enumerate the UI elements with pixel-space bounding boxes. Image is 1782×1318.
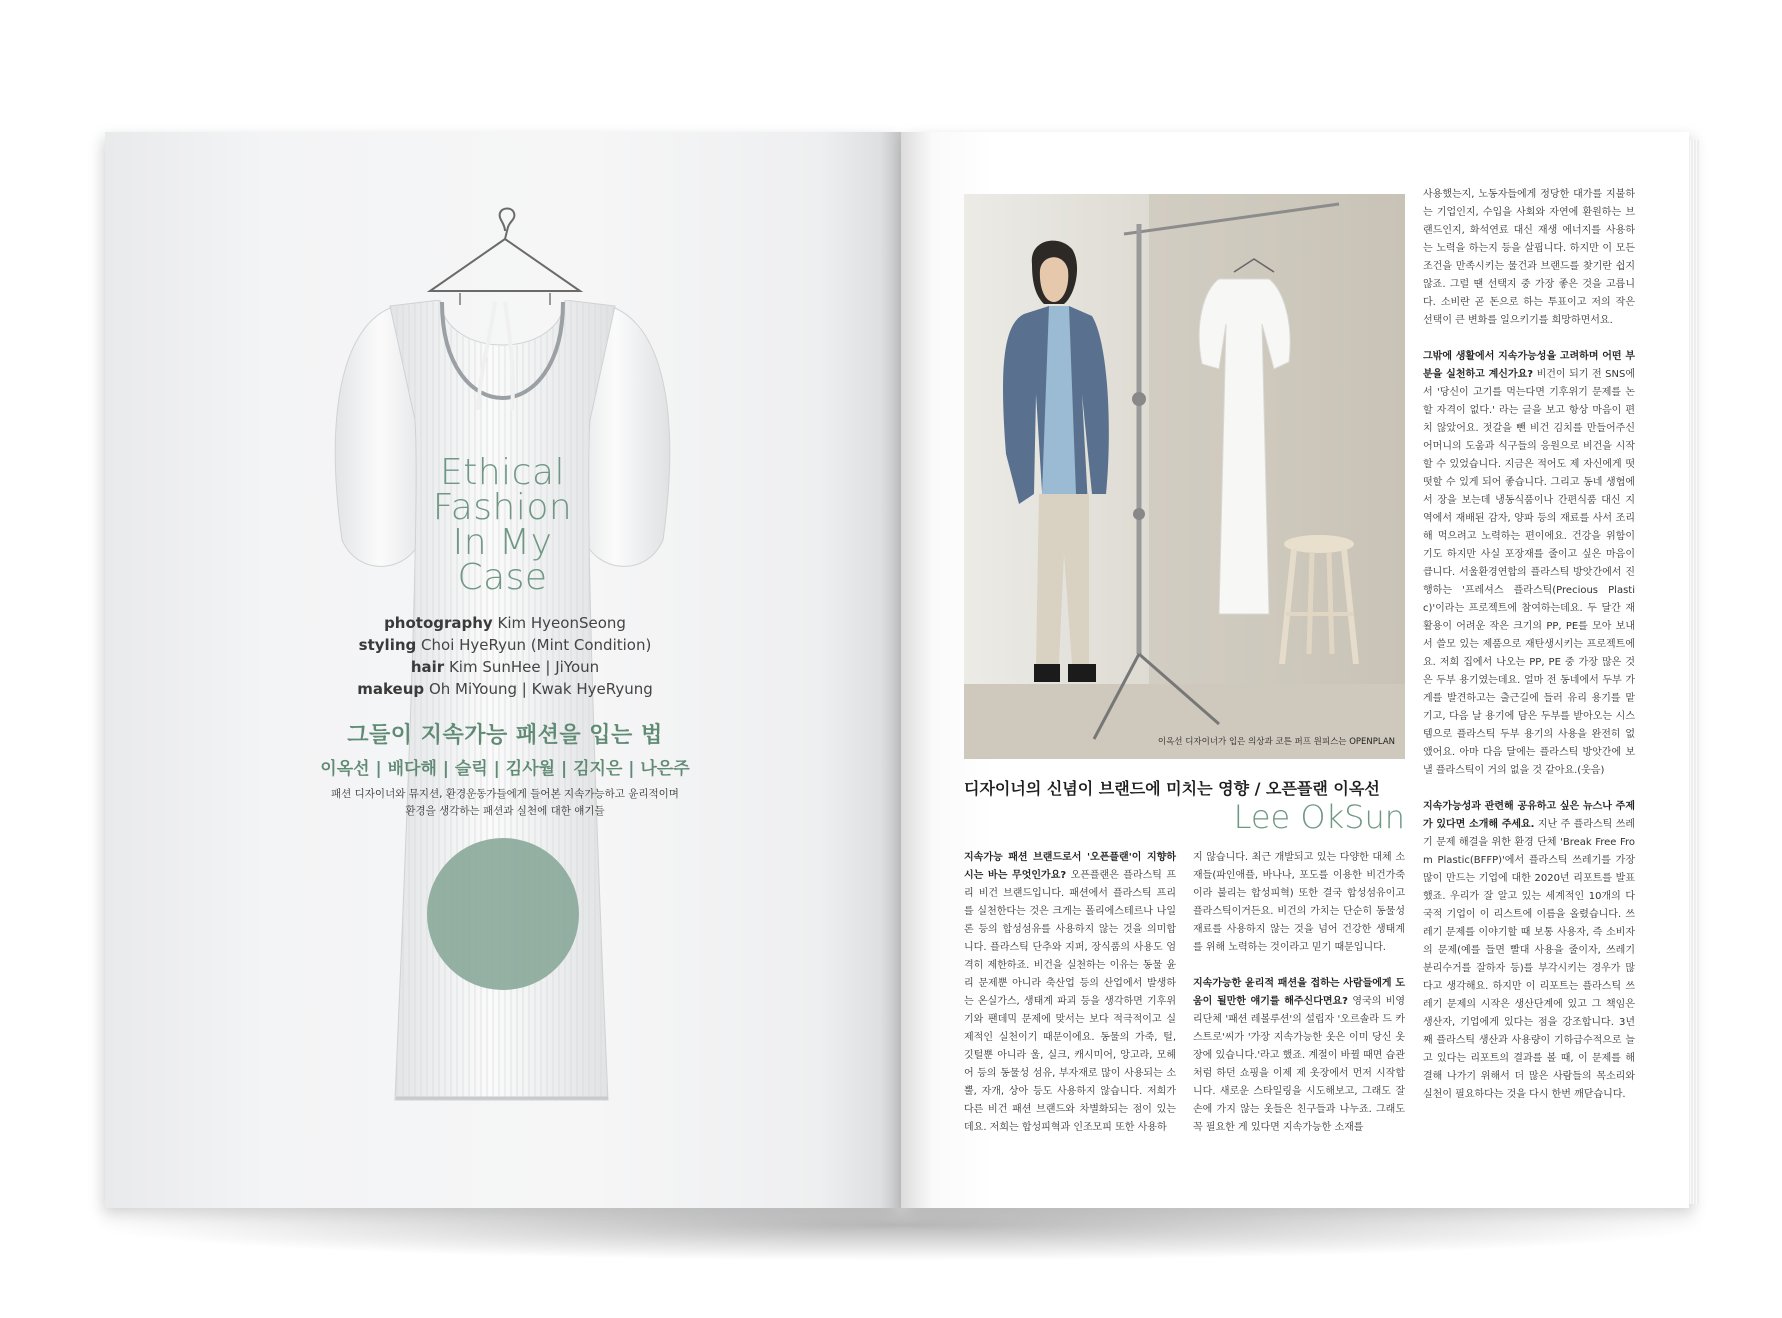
answer: 사용했는지, 노동자들에게 정당한 대가를 지불하는 기업인지, 수입을 사회와 자연에 환원하는 브랜드인지, 화석연료 대신 재생 에너지를 사용하는 노력을 하는지 등을 살핍니다. 하지만 이 모든 조건을 만족시키는 물건과 브랜드를 찾기란 쉽지 않죠. 그럴 땐 선택지 중 가장 좋은 것을 고릅니다. 소비란 곧 돈으로 하는 투표이고 저의 작은 선택이 큰 변화를 일으키기를 희망하면서요. (1423, 189, 1635, 326)
question: 지속가능성과 관련해 공유하고 싶은 뉴스나 주제가 있다면 소개해 주세요. (1423, 801, 1635, 830)
dress-image (330, 300, 675, 1120)
answer: 오픈플랜은 플라스틱 프리 비건 브랜드입니다. 패션에서 플라스틱 프리를 실천한다는 것은 크게는 폴리에스테르나 나일론 등의 합성섬유를 사용하지 않는 것을 의미합니다. 플라스틱 단추와 지퍼, 장식품의 사용도 엄격히 제한하죠. 비건을 실천하는 이유는 동물 윤리 문제뿐 아니라 축산업 등의 산업에서 발생하는 온실가스, 생태계 파괴 등을 생각하면 기후위기와 팬데믹 문제에 맞서는 보다 적극적이고 실제적인 실천이기 때문이에요. 동물의 가죽, 털, 깃털뿐 아니라 울, 실크, 캐시미어, 앙고라, 모헤어 등의 동물성 섬유, 부자재로 많이 사용되는 소뿔, 자개, 상아 등도 사용하지 않습니다. 저희가 다른 비건 패션 브랜드와 차별화되는 점이 있는데요. 저희는 합성피혁과 인조모피 또한 사용하 (964, 870, 1176, 1133)
korean-title: 그들이 지속가능 패션을 입는 법 (347, 723, 663, 748)
paragraph (1423, 348, 1635, 780)
title-line: Case (457, 557, 548, 598)
featured-names: 이옥선 | 배다해 | 슬릭 | 김사월 | 김지은 | 나은주 (320, 759, 690, 779)
photo-illustration (964, 194, 1405, 759)
credit-role: styling (358, 636, 417, 654)
text-column-2 (1193, 849, 1405, 1155)
title-line: Ethical (439, 452, 566, 493)
credits (300, 612, 710, 700)
credit-role: makeup (357, 680, 425, 698)
lead-line: 패션 디자이너와 뮤지션, 환경운동가들에게 들어본 지속가능하고 윤리적이며 (331, 788, 679, 800)
designer-name: Lee OkSun (1233, 798, 1405, 836)
designer-photo (964, 194, 1405, 759)
question: 지속가능한 윤리적 패션을 접하는 사람들에게 도움이 될만한 얘기를 해주신다면요? (1193, 978, 1405, 1007)
credit-names: Choi HyeRyun (Mint Condition) (421, 636, 652, 654)
credit-names: Oh MiYoung | Kwak HyeRyung (428, 680, 653, 698)
credit-role: photography (384, 614, 493, 632)
answer: 지 않습니다. 최근 개발되고 있는 다양한 대체 소재들(파인애플, 바나나, 포도를 이용한 비건가죽이라 불리는 합성피혁) 또한 결국 합성섬유이고 플라스틱이거든요. 비건의 가치는 단순히 동물성 재료를 사용하지 않는 것을 넘어 건강한 생태계를 위해 노력하는 것이라고 믿기 때문입니다. (1193, 852, 1405, 953)
title-line: Fashion (432, 487, 573, 528)
answer: 지난 주 플라스틱 쓰레기 문제 해결을 위한 환경 단체 'Break Free From Plastic(BFFP)'에서 플라스틱 쓰레기를 가장 많이 만드는 기업에 대한 2020년 리포트를 발표했죠. 우리가 잘 알고 있는 세계적인 10개의 다국적 기업이 이 리스트에 이름을 올렸습니다. 쓰레기 문제를 이야기할 때 보통 사용자, 즉 소비자의 문제(예를 들면 빨대 사용을 줄이자, 쓰레기 분리수거를 잘하자 등)를 부각시키는 경우가 많다고 생각해요. 하지만 이 리포트는 플라스틱 쓰레기 문제의 시작은 생산단계에 있고 그 책임은 생산자, 기업에게 있다는 점을 강조합니다. 3년째 플라스틱 생산과 사용량이 기하급수적으로 늘고 있다는 리포트의 결과를 볼 때, 이 문제를 해결해 나가기 위해서 더 많은 사람들의 목소리와 실천이 필요하다는 것을 다시 한번 깨닫습니다. (1423, 819, 1636, 1100)
decorative-circle (427, 838, 579, 990)
credit-makeup (300, 678, 710, 700)
paragraph (1193, 849, 1405, 957)
title-line: In My (452, 522, 553, 563)
paragraph (1423, 798, 1635, 1104)
article-title: 디자이너의 신념이 브랜드에 미치는 영향 / 오픈플랜 이옥선 (964, 779, 1380, 798)
hanger-icon (420, 205, 590, 315)
page-edge (1689, 140, 1699, 1204)
paragraph (1423, 186, 1635, 330)
credit-role: hair (410, 658, 445, 676)
lead-text (300, 786, 710, 820)
article-title-english (400, 452, 605, 598)
credit-hair (300, 656, 710, 678)
credit-photography (300, 612, 710, 634)
text-column-3 (1423, 186, 1635, 1122)
paragraph (964, 849, 1176, 1137)
text-column-1 (964, 849, 1176, 1155)
paragraph (1193, 975, 1405, 1137)
photo-caption: 이옥선 디자이너가 입은 의상과 코튼 퍼프 원피스는 OPENPLAN (1157, 737, 1395, 747)
lead-line: 환경을 생각하는 패션과 실천에 대한 얘기들 (405, 805, 605, 817)
answer: 영국의 비영리단체 '패션 레볼루션'의 설립자 '오르솔라 드 카스트로'씨가 '가장 지속가능한 옷은 이미 당신 옷장에 있습니다.'라고 했죠. 계절이 바뀔 때면 습관처럼 하던 쇼핑을 이제 제 옷장에서 먼저 시작합니다. 새로운 스타일링을 시도해보고, 그래도 잘 손에 가지 않는 옷들은 친구들과 나누죠. 그래도 꼭 필요한 게 있다면 지속가능한 소재를 (1193, 996, 1405, 1133)
answer: 비건이 되기 전 SNS에서 '당신이 고기를 먹는다면 기후위기 문제를 논할 자격이 없다.' 라는 글을 보고 항상 마음이 편치 않았어요. 젓갈을 뺀 비건 김치를 만들어주신 어머니의 도움과 식구들의 응원으로 비건을 시작할 수 있었습니다. 지금은 적어도 제 자신에게 떳떳할 수 있게 되어 좋습니다. 그리고 동네 생협에서 장을 보는데 냉동식품이나 간편식품 대신 지역에서 재배된 감자, 양파 등의 재료를 사서 조리해 먹으려고 노력하는 편이에요. 건강을 위함이기도 하지만 사실 포장재를 줄이고 싶은 마음이 큽니다. 서울환경연합의 플라스틱 방앗간에서 진행하는 '프레셔스 플라스틱(Precious Plastic)'이라는 프로젝트에 참여하는데요. 두 달간 재활용이 어려운 작은 크기의 PP, PE를 모아 보내서 쓸모 있는 제품으로 재탄생시키는 프로젝트에요. 저희 집에서 나오는 PP, PE 중 가장 많은 것은 두부 용기였는데요. 얼마 전 동네에서 두부 가게를 발견하고는 출근길에 들러 유리 용기를 맡기고, 다음 날 용기에 담은 두부를 받아오는 시스템으로 플라스틱 두부 용기의 사용을 완전히 없앴어요. 아마 다음 달에는 플라스틱 방앗간에 보낼 플라스틱이 거의 없을 것 같아요.(웃음) (1423, 369, 1635, 776)
credit-names: Kim HyeonSeong (497, 614, 626, 632)
question: 그밖에 생활에서 지속가능성을 고려하며 어떤 부분을 실천하고 계신가요? (1423, 351, 1635, 380)
credit-styling (300, 634, 710, 656)
credit-names: Kim SunHee | JiYoun (448, 658, 600, 676)
question: 지속가능 패션 브랜드로서 '오픈플랜'이 지향하시는 바는 무엇인가요? (964, 852, 1176, 881)
